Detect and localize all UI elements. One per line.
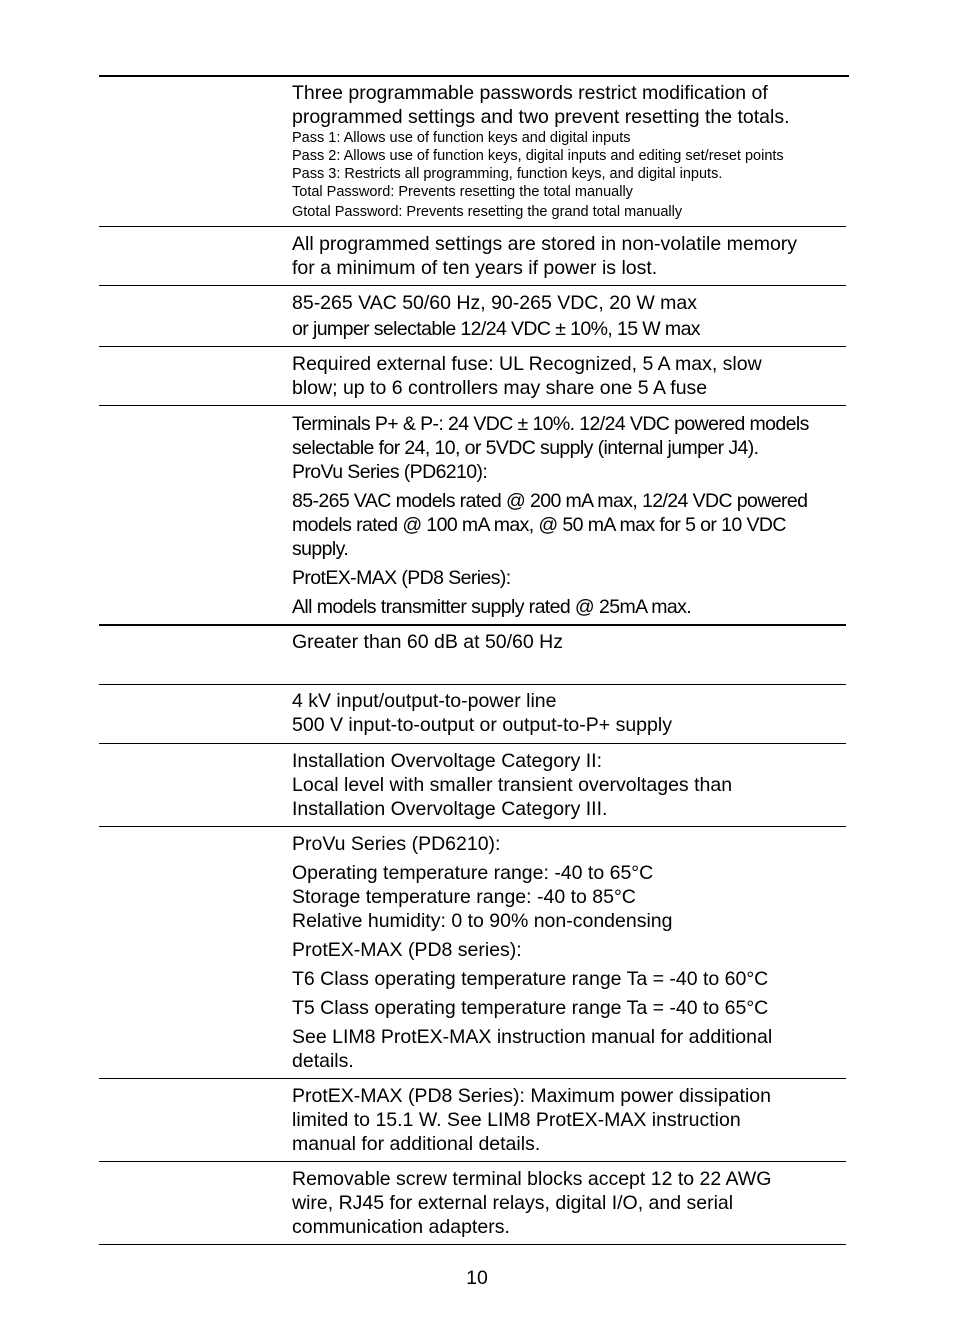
passwords-description (292, 81, 842, 221)
spec-line: details. (292, 1050, 354, 1072)
spec-line: 500 V input-to-output or output-to-P+ supply (292, 714, 672, 736)
table-row-memory (99, 227, 846, 286)
spec-line: programmed settings and two prevent resetting the totals. (292, 106, 790, 128)
spec-line: Local level with smaller transient overvoltages than (292, 774, 733, 796)
spec-line: Three programmable passwords restrict modification of (292, 82, 768, 104)
power-options-description (292, 291, 842, 341)
table-row-overvoltage-category (99, 744, 846, 827)
connections-description (292, 1167, 842, 1239)
spec-line: Total Password: Prevents resetting the total manually (292, 184, 633, 200)
spec-line: Pass 1: Allows use of function keys and digital inputs (292, 130, 631, 146)
table-row-isolation (99, 685, 846, 744)
spec-line: ProtEX-MAX (PD8 series): (292, 939, 522, 961)
isolation-description (292, 689, 842, 737)
spec-line: 4 kV input/output-to-power line (292, 690, 557, 712)
table-row-power-dissipation (99, 1079, 846, 1162)
memory-description (292, 232, 842, 280)
spec-line: blow; up to 6 controllers may share one 5 A fuse (292, 377, 708, 399)
table-row-connections (99, 1162, 846, 1245)
spec-line: See LIM8 ProtEX-MAX instruction manual for additional (292, 1026, 773, 1048)
table-row-power-options (99, 286, 846, 347)
page-number: 10 (466, 1267, 488, 1289)
spec-line: supply. (292, 538, 349, 560)
spec-line: Pass 2: Allows use of function keys, digital inputs and editing set/reset points (292, 148, 784, 164)
spec-line: Installation Overvoltage Category III. (292, 798, 608, 820)
spec-line: ProVu Series (PD6210): (292, 833, 501, 855)
spec-line: Gtotal Password: Prevents resetting the grand total manually (292, 204, 683, 220)
spec-line: Greater than 60 dB at 50/60 Hz (292, 631, 564, 653)
table-row-fuse (99, 347, 846, 406)
table-row-passwords (99, 76, 846, 227)
spec-line: ProtEX-MAX (PD8 Series): Maximum power dissipation (292, 1085, 771, 1107)
fuse-description (292, 352, 842, 400)
spec-line: communication adapters. (292, 1216, 510, 1238)
spec-line: T5 Class operating temperature range Ta = -40 to 65°C (292, 997, 769, 1019)
spec-line: Terminals P+ & P-: 24 VDC ± 10%. 12/24 VDC powered models (292, 413, 809, 435)
spec-line: 85-265 VAC 50/60 Hz, 90-265 VDC, 20 W max (292, 292, 697, 314)
table-row-noise-rejection (99, 626, 846, 685)
spec-line: T6 Class operating temperature range Ta = -40 to 60°C (292, 968, 769, 990)
spec-line: ProtEX-MAX (PD8 Series): (292, 567, 511, 589)
spec-line: or jumper selectable 12/24 VDC ± 10%, 15 W max (292, 318, 700, 340)
spec-line: Required external fuse: UL Recognized, 5 A max, slow (292, 353, 762, 375)
spec-line: wire, RJ45 for external relays, digital I/O, and serial (292, 1192, 734, 1214)
spec-line: All programmed settings are stored in non-volatile memory (292, 233, 798, 255)
spec-line: Operating temperature range: -40 to 65°C (292, 862, 654, 884)
transmitter-supply-description (292, 412, 842, 619)
spec-line: All models transmitter supply rated @ 25mA max. (292, 596, 692, 618)
power-dissipation-description (292, 1084, 842, 1156)
spec-line: for a minimum of ten years if power is lost. (292, 257, 658, 279)
spec-line: limited to 15.1 W. See LIM8 ProtEX-MAX instruction (292, 1109, 741, 1131)
spec-line: Pass 3: Restricts all programming, function keys, and digital inputs. (292, 166, 723, 182)
environmental-description (292, 832, 842, 1073)
spec-line: ProVu Series (PD6210): (292, 461, 488, 483)
spec-line: Relative humidity: 0 to 90% non-condensing (292, 910, 673, 932)
spec-line: models rated @ 100 mA max, @ 50 mA max for 5 or 10 VDC (292, 514, 786, 536)
table-row-environmental (99, 827, 846, 1079)
spec-line: manual for additional details. (292, 1133, 541, 1155)
noise-rejection-description (292, 630, 842, 654)
spec-line: Removable screw terminal blocks accept 12 to 22 AWG (292, 1168, 772, 1190)
table-row-transmitter-supply (99, 406, 846, 626)
spec-line: selectable for 24, 10, or 5VDC supply (internal jumper J4). (292, 437, 759, 459)
overvoltage-category-description (292, 749, 842, 821)
spec-line: Installation Overvoltage Category II: (292, 750, 602, 772)
spec-line: 85-265 VAC models rated @ 200 mA max, 12/24 VDC powered (292, 490, 808, 512)
spec-line: Storage temperature range: -40 to 85°C (292, 886, 636, 908)
